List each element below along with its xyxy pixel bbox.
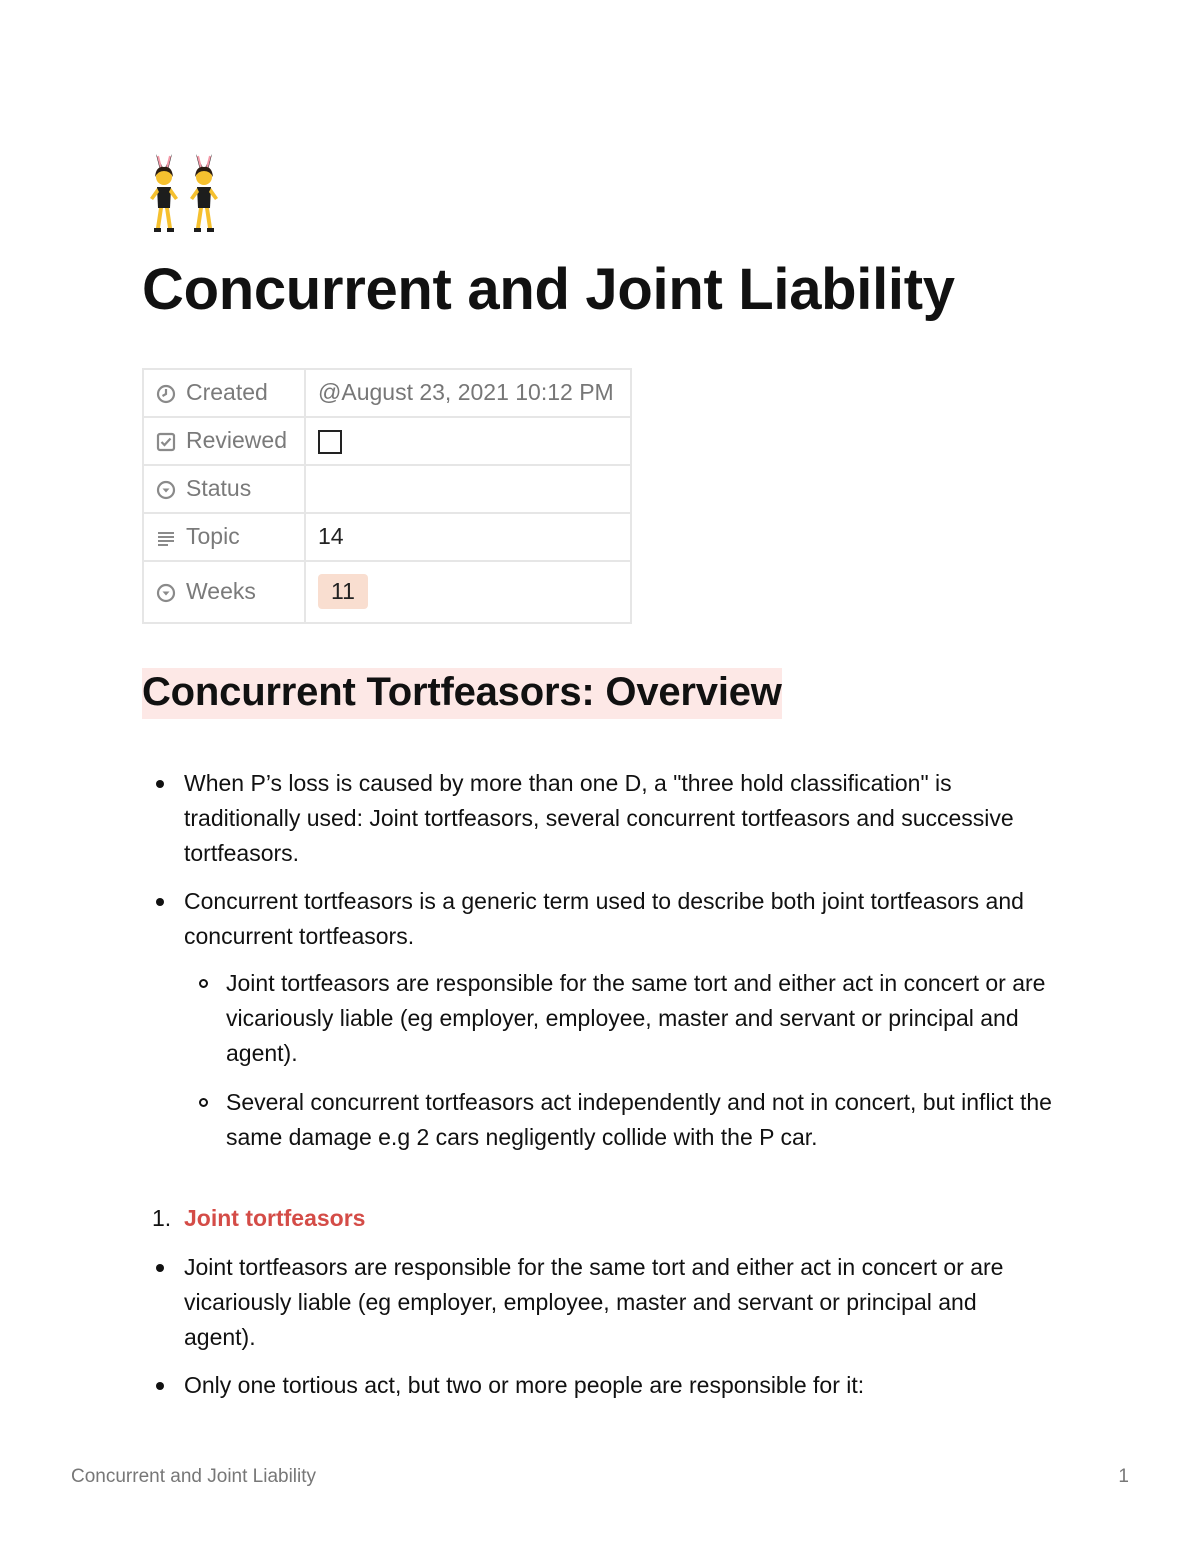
overview-list [142, 766, 1052, 1155]
property-row-created [143, 369, 631, 417]
property-value-reviewed [305, 417, 631, 465]
property-row-reviewed [143, 417, 631, 465]
property-row-topic [143, 513, 631, 561]
property-value-topic[interactable]: 14 [305, 513, 631, 561]
list-item: When P’s loss is caused by more than one D, a "three hold classification" is traditionally used: Joint tortfeasors, several concurrent tortfeasors and successive tortfeasors. [142, 766, 1052, 871]
property-label: Weeks [186, 578, 256, 605]
property-key [143, 369, 305, 417]
reviewed-checkbox[interactable] [318, 430, 342, 454]
property-key [143, 465, 305, 513]
property-label: Topic [186, 523, 240, 550]
joint-tortfeasors-heading: Joint tortfeasors [184, 1204, 366, 1231]
sub-list-item: Joint tortfeasors are responsible for the same tort and either act in concert or are vicariously liable (eg employer, employee, master and servant or principal and agent). [184, 966, 1052, 1071]
text-lines-icon [156, 528, 178, 548]
footer-title: Concurrent and Joint Liability [71, 1466, 317, 1487]
property-value-status[interactable] [305, 465, 631, 513]
sub-list [184, 966, 1052, 1155]
page-title: Concurrent and Joint Liability [142, 257, 955, 322]
property-value-weeks [305, 561, 631, 623]
bunny-ears-dancers-icon [142, 150, 226, 234]
property-row-weeks [143, 561, 631, 623]
list-item: Only one tortious act, but two or more people are responsible for it: [142, 1368, 1052, 1403]
property-key [143, 417, 305, 465]
list-item: Joint tortfeasors are responsible for the same tort and either act in concert or are vicariously liable (eg employer, employee, master and servant or principal and agent). [142, 1250, 1052, 1355]
checkbox-icon [156, 432, 178, 452]
properties-table [142, 368, 632, 624]
list-item-text: Concurrent tortfeasors is a generic term used to describe both joint tortfeasors and concurrent tortfeasors. [184, 887, 1024, 949]
list-item [142, 884, 1052, 1155]
property-key [143, 561, 305, 623]
property-label: Created [186, 379, 268, 406]
page-content [142, 150, 1052, 1416]
weeks-tag[interactable]: 11 [318, 574, 368, 609]
property-key [143, 513, 305, 561]
property-value-created[interactable]: @August 23, 2021 10:12 PM [305, 369, 631, 417]
list-number: 1. [152, 1204, 172, 1231]
clock-icon [156, 384, 178, 404]
section-heading-overview: Concurrent Tortfeasors: Overview [142, 668, 782, 719]
select-icon [156, 480, 178, 500]
select-icon [156, 583, 178, 603]
joint-tortfeasors-list [142, 1250, 1052, 1403]
property-label: Reviewed [186, 427, 287, 454]
numbered-list [142, 1201, 1052, 1236]
page-number: 1 [1118, 1466, 1129, 1487]
numbered-item [142, 1201, 1052, 1236]
page-footer [71, 1466, 1129, 1488]
property-row-status [143, 465, 631, 513]
sub-list-item: Several concurrent tortfeasors act independently and not in concert, but inflict the same damage e.g 2 cars negligently collide with the P car. [184, 1085, 1052, 1155]
property-label: Status [186, 475, 252, 502]
